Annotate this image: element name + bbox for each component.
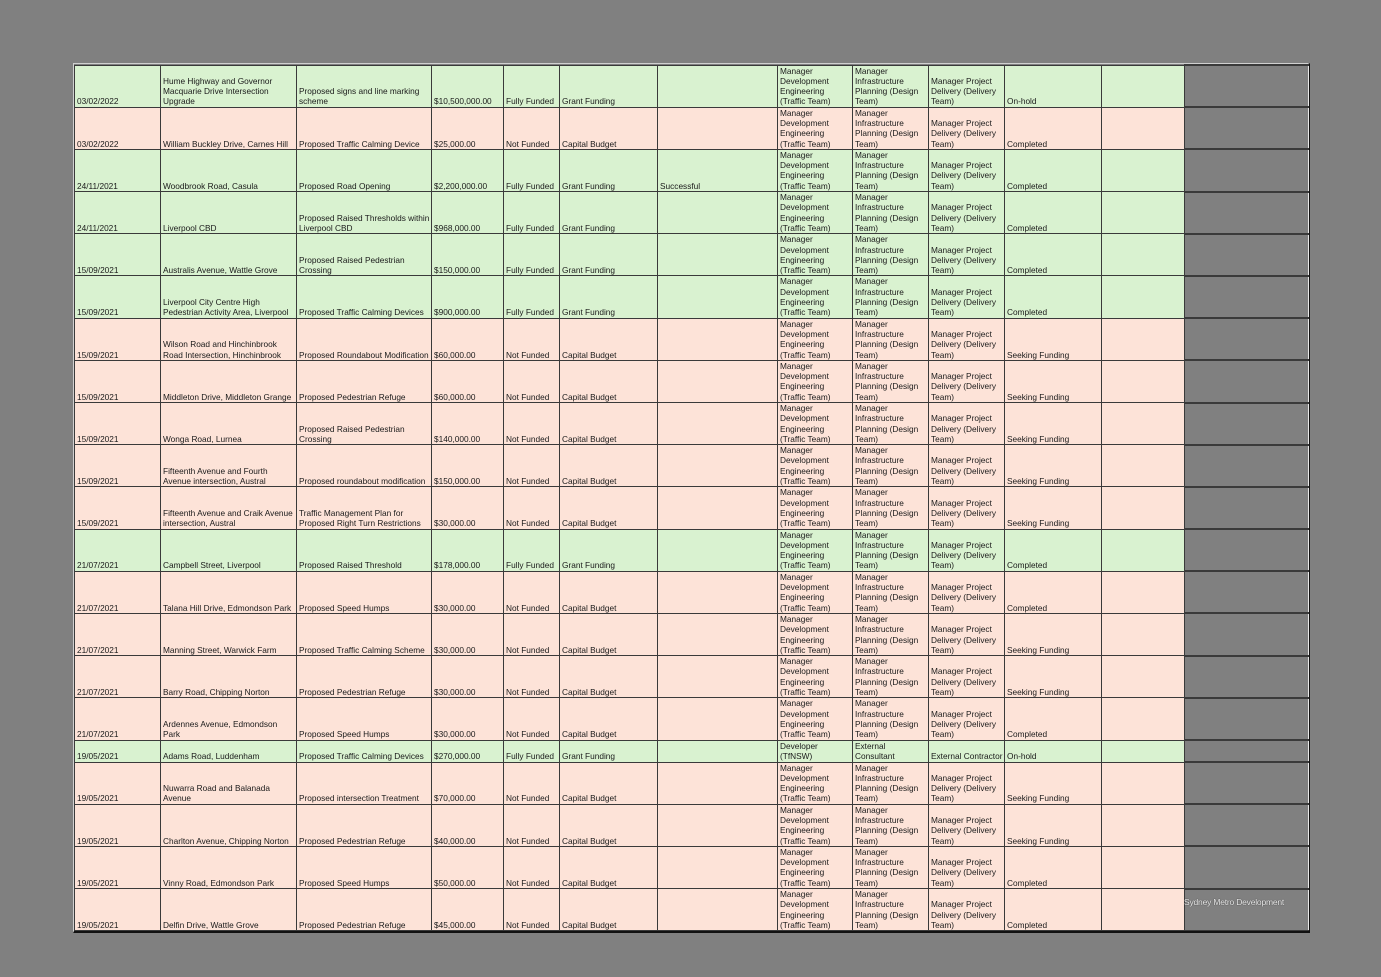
funding-source-cell[interactable]: Capital Budget: [560, 762, 658, 804]
funding-source-cell[interactable]: Grant Funding: [560, 192, 658, 234]
notes-cell[interactable]: [1102, 846, 1185, 888]
notes-cell[interactable]: [1102, 889, 1185, 931]
date-cell[interactable]: 15/09/2021: [75, 276, 161, 318]
table-row: [75, 613, 1309, 655]
assessment-cell[interactable]: Manager Development Engineering (Traffic Team): [778, 846, 853, 888]
table-row: [75, 403, 1309, 445]
delivery-cell[interactable]: Manager Project Delivery (Delivery Team): [929, 276, 1005, 318]
gray-blank-cell: [1185, 403, 1309, 445]
date-cell[interactable]: 15/09/2021: [75, 445, 161, 487]
delivery-cell[interactable]: Manager Project Delivery (Delivery Team): [929, 149, 1005, 191]
funding-status-cell[interactable]: Fully Funded: [504, 234, 560, 276]
assessment-cell[interactable]: Manager Development Engineering (Traffic Team): [778, 276, 853, 318]
proposal-cell[interactable]: Proposed intersection Treatment: [297, 762, 432, 804]
status-cell[interactable]: Seeking Funding: [1005, 762, 1102, 804]
table-row: [75, 65, 1309, 107]
grant-outcome-cell[interactable]: [658, 65, 778, 107]
gray-blank-cell: [1185, 889, 1309, 931]
design-cell[interactable]: Manager Infrastructure Planning (Design Team): [853, 846, 929, 888]
status-cell[interactable]: Completed: [1005, 107, 1102, 149]
date-cell[interactable]: 19/05/2021: [75, 846, 161, 888]
funding-status-cell[interactable]: Not Funded: [504, 318, 560, 360]
cost-cell[interactable]: $270,000.00: [432, 740, 504, 762]
notes-cell[interactable]: [1102, 318, 1185, 360]
funding-source-cell[interactable]: Capital Budget: [560, 318, 658, 360]
assessment-cell[interactable]: Manager Development Engineering (Traffic Team): [778, 192, 853, 234]
delivery-cell[interactable]: Manager Project Delivery (Delivery Team): [929, 318, 1005, 360]
proposal-cell[interactable]: Proposed Pedestrian Refuge: [297, 804, 432, 846]
notes-cell[interactable]: [1102, 234, 1185, 276]
proposal-cell[interactable]: Proposed Pedestrian Refuge: [297, 656, 432, 698]
design-cell[interactable]: Manager Infrastructure Planning (Design Team): [853, 698, 929, 740]
date-cell[interactable]: 03/02/2022: [75, 65, 161, 107]
funding-status-cell[interactable]: Fully Funded: [504, 276, 560, 318]
design-cell[interactable]: Manager Infrastructure Planning (Design Team): [853, 360, 929, 402]
design-cell[interactable]: Manager Infrastructure Planning (Design Team): [853, 656, 929, 698]
design-cell[interactable]: Manager Infrastructure Planning (Design Team): [853, 403, 929, 445]
notes-cell[interactable]: [1102, 804, 1185, 846]
delivery-cell[interactable]: Manager Project Delivery (Delivery Team): [929, 613, 1005, 655]
assessment-cell[interactable]: Manager Development Engineering (Traffic Team): [778, 149, 853, 191]
cost-cell[interactable]: $70,000.00: [432, 762, 504, 804]
gray-blank-cell: [1185, 698, 1309, 740]
grant-outcome-cell[interactable]: [658, 698, 778, 740]
delivery-cell[interactable]: Manager Project Delivery (Delivery Team): [929, 487, 1005, 529]
cost-cell[interactable]: $140,000.00: [432, 403, 504, 445]
delivery-cell[interactable]: Manager Project Delivery (Delivery Team): [929, 804, 1005, 846]
date-cell[interactable]: 15/09/2021: [75, 318, 161, 360]
funding-status-cell[interactable]: Not Funded: [504, 403, 560, 445]
location-cell[interactable]: Nuwarra Road and Balanada Avenue: [161, 762, 297, 804]
delivery-cell[interactable]: Manager Project Delivery (Delivery Team): [929, 656, 1005, 698]
assessment-cell[interactable]: Manager Development Engineering (Traffic Team): [778, 487, 853, 529]
funding-source-cell[interactable]: Grant Funding: [560, 234, 658, 276]
status-cell[interactable]: Seeking Funding: [1005, 318, 1102, 360]
gray-blank-cell: [1185, 360, 1309, 402]
notes-cell[interactable]: [1102, 192, 1185, 234]
table-row: [75, 318, 1309, 360]
notes-cell[interactable]: [1102, 529, 1185, 571]
funding-status-cell[interactable]: Not Funded: [504, 889, 560, 931]
funding-status-cell[interactable]: Not Funded: [504, 360, 560, 402]
notes-cell[interactable]: [1102, 403, 1185, 445]
design-cell[interactable]: Manager Infrastructure Planning (Design Team): [853, 149, 929, 191]
table-row: [75, 762, 1309, 804]
table-row: [75, 445, 1309, 487]
design-cell[interactable]: External Consultant: [853, 740, 929, 762]
date-cell[interactable]: 15/09/2021: [75, 234, 161, 276]
gray-blank-cell: [1185, 276, 1309, 318]
location-cell[interactable]: Wonga Road, Lurnea: [161, 403, 297, 445]
proposal-cell[interactable]: Proposed Traffic Calming Scheme: [297, 613, 432, 655]
cost-cell[interactable]: $10,500,000.00: [432, 65, 504, 107]
funding-source-cell[interactable]: Capital Budget: [560, 487, 658, 529]
cost-cell[interactable]: $178,000.00: [432, 529, 504, 571]
assessment-cell[interactable]: Manager Development Engineering (Traffic Team): [778, 403, 853, 445]
funding-source-cell[interactable]: Capital Budget: [560, 656, 658, 698]
delivery-cell[interactable]: Manager Project Delivery (Delivery Team): [929, 360, 1005, 402]
funding-source-cell[interactable]: Capital Budget: [560, 846, 658, 888]
funding-source-cell[interactable]: Capital Budget: [560, 107, 658, 149]
assessment-cell[interactable]: Manager Development Engineering (Traffic Team): [778, 889, 853, 931]
status-cell[interactable]: Completed: [1005, 149, 1102, 191]
location-cell[interactable]: Manning Street, Warwick Farm: [161, 613, 297, 655]
delivery-cell[interactable]: Manager Project Delivery (Delivery Team): [929, 445, 1005, 487]
notes-cell[interactable]: [1102, 656, 1185, 698]
notes-cell[interactable]: [1102, 107, 1185, 149]
gray-blank-cell: [1185, 445, 1309, 487]
notes-cell[interactable]: [1102, 698, 1185, 740]
cost-cell[interactable]: $150,000.00: [432, 234, 504, 276]
proposal-cell[interactable]: Proposed signs and line marking scheme: [297, 65, 432, 107]
date-cell[interactable]: 21/07/2021: [75, 571, 161, 613]
notes-cell[interactable]: [1102, 445, 1185, 487]
grant-outcome-cell[interactable]: [658, 192, 778, 234]
location-cell[interactable]: Barry Road, Chipping Norton: [161, 656, 297, 698]
date-cell[interactable]: 19/05/2021: [75, 804, 161, 846]
date-cell[interactable]: 03/02/2022: [75, 107, 161, 149]
grant-outcome-cell[interactable]: [658, 613, 778, 655]
grant-outcome-cell[interactable]: [658, 487, 778, 529]
grant-outcome-cell[interactable]: [658, 445, 778, 487]
delivery-cell[interactable]: Manager Project Delivery (Delivery Team): [929, 234, 1005, 276]
notes-cell[interactable]: [1102, 762, 1185, 804]
table-row: [75, 487, 1309, 529]
funding-source-cell[interactable]: Grant Funding: [560, 65, 658, 107]
status-cell[interactable]: Completed: [1005, 889, 1102, 931]
funding-status-cell[interactable]: Not Funded: [504, 698, 560, 740]
notes-cell[interactable]: [1102, 65, 1185, 107]
funding-status-cell[interactable]: Not Funded: [504, 846, 560, 888]
funding-source-cell[interactable]: Capital Budget: [560, 360, 658, 402]
delivery-cell[interactable]: Manager Project Delivery (Delivery Team): [929, 529, 1005, 571]
cost-cell[interactable]: $40,000.00: [432, 804, 504, 846]
grant-outcome-cell[interactable]: [658, 403, 778, 445]
proposal-cell[interactable]: Proposed Pedestrian Refuge: [297, 360, 432, 402]
status-cell[interactable]: Seeking Funding: [1005, 487, 1102, 529]
cost-cell[interactable]: $25,000.00: [432, 107, 504, 149]
location-cell[interactable]: Liverpool City Centre High Pedestrian Activity Area, Liverpool: [161, 276, 297, 318]
cost-cell[interactable]: $30,000.00: [432, 571, 504, 613]
notes-cell[interactable]: [1102, 360, 1185, 402]
funding-status-cell[interactable]: Fully Funded: [504, 149, 560, 191]
gray-blank-cell: [1185, 487, 1309, 529]
table-row: [75, 149, 1309, 191]
cost-cell[interactable]: $968,000.00: [432, 192, 504, 234]
assessment-cell[interactable]: Manager Development Engineering (Traffic Team): [778, 571, 853, 613]
funding-source-cell[interactable]: Capital Budget: [560, 804, 658, 846]
funding-source-cell[interactable]: Capital Budget: [560, 571, 658, 613]
design-cell[interactable]: Manager Infrastructure Planning (Design Team): [853, 571, 929, 613]
delivery-cell[interactable]: Manager Project Delivery (Delivery Team): [929, 846, 1005, 888]
design-cell[interactable]: Manager Infrastructure Planning (Design Team): [853, 445, 929, 487]
gray-blank-cell: [1185, 613, 1309, 655]
funding-status-cell[interactable]: Not Funded: [504, 107, 560, 149]
location-cell[interactable]: Fifteenth Avenue and Fourth Avenue intersection, Austral: [161, 445, 297, 487]
gray-blank-cell: [1185, 65, 1309, 107]
grant-outcome-cell[interactable]: [658, 571, 778, 613]
design-cell[interactable]: Manager Infrastructure Planning (Design Team): [853, 234, 929, 276]
assessment-cell[interactable]: Manager Development Engineering (Traffic Team): [778, 762, 853, 804]
assessment-cell[interactable]: Manager Development Engineering (Traffic Team): [778, 65, 853, 107]
funding-status-cell[interactable]: Not Funded: [504, 762, 560, 804]
location-cell[interactable]: Delfin Drive, Wattle Grove: [161, 889, 297, 931]
funding-status-cell[interactable]: Fully Funded: [504, 529, 560, 571]
gray-blank-cell: [1185, 656, 1309, 698]
table-row: [75, 276, 1309, 318]
grant-outcome-cell[interactable]: [658, 889, 778, 931]
status-cell[interactable]: Seeking Funding: [1005, 656, 1102, 698]
location-cell[interactable]: William Buckley Drive, Carnes Hill: [161, 107, 297, 149]
date-cell[interactable]: 15/09/2021: [75, 360, 161, 402]
grant-outcome-cell[interactable]: [658, 656, 778, 698]
cost-cell[interactable]: $60,000.00: [432, 360, 504, 402]
funding-status-cell[interactable]: Not Funded: [504, 613, 560, 655]
funding-status-cell[interactable]: Fully Funded: [504, 192, 560, 234]
gray-blank-cell: [1185, 234, 1309, 276]
grant-outcome-cell[interactable]: [658, 846, 778, 888]
funding-source-cell[interactable]: Capital Budget: [560, 698, 658, 740]
gray-blank-cell: [1185, 318, 1309, 360]
cost-cell[interactable]: $60,000.00: [432, 318, 504, 360]
table-row: [75, 529, 1309, 571]
table-row: [75, 656, 1309, 698]
delivery-cell[interactable]: Manager Project Delivery (Delivery Team): [929, 107, 1005, 149]
table-row: [75, 234, 1309, 276]
location-cell[interactable]: Ardennes Avenue, Edmondson Park: [161, 698, 297, 740]
cost-cell[interactable]: $30,000.00: [432, 487, 504, 529]
table-row: [75, 107, 1309, 149]
assessment-cell[interactable]: Manager Development Engineering (Traffic Team): [778, 804, 853, 846]
location-cell[interactable]: Liverpool CBD: [161, 192, 297, 234]
date-cell[interactable]: 24/11/2021: [75, 149, 161, 191]
date-cell[interactable]: 21/07/2021: [75, 613, 161, 655]
assessment-cell[interactable]: Manager Development Engineering (Traffic Team): [778, 656, 853, 698]
grant-outcome-cell[interactable]: [658, 762, 778, 804]
assessment-cell[interactable]: Manager Development Engineering (Traffic Team): [778, 445, 853, 487]
notes-cell[interactable]: [1102, 276, 1185, 318]
status-cell[interactable]: Completed: [1005, 234, 1102, 276]
cost-cell[interactable]: $900,000.00: [432, 276, 504, 318]
funding-status-cell[interactable]: Fully Funded: [504, 740, 560, 762]
proposal-cell[interactable]: Traffic Management Plan for Proposed Right Turn Restrictions: [297, 487, 432, 529]
proposal-cell[interactable]: Proposed Raised Thresholds within Liverpool CBD: [297, 192, 432, 234]
delivery-cell[interactable]: Manager Project Delivery (Delivery Team): [929, 403, 1005, 445]
gray-blank-cell: [1185, 149, 1309, 191]
funding-source-cell[interactable]: Grant Funding: [560, 740, 658, 762]
status-cell[interactable]: On-hold: [1005, 65, 1102, 107]
date-cell[interactable]: 21/07/2021: [75, 529, 161, 571]
delivery-cell[interactable]: Manager Project Delivery (Delivery Team): [929, 889, 1005, 931]
proposal-cell[interactable]: Proposed Traffic Calming Devices: [297, 740, 432, 762]
location-cell[interactable]: Campbell Street, Liverpool: [161, 529, 297, 571]
projects-table: [74, 64, 1309, 931]
proposal-cell[interactable]: Proposed Speed Humps: [297, 571, 432, 613]
proposal-cell[interactable]: Proposed Roundabout Modification: [297, 318, 432, 360]
assessment-cell[interactable]: Manager Development Engineering (Traffic Team): [778, 698, 853, 740]
status-cell[interactable]: Seeking Funding: [1005, 403, 1102, 445]
location-cell[interactable]: Talana Hill Drive, Edmondson Park: [161, 571, 297, 613]
funding-source-cell[interactable]: Capital Budget: [560, 445, 658, 487]
location-cell[interactable]: Fifteenth Avenue and Craik Avenue intersection, Austral: [161, 487, 297, 529]
cost-cell[interactable]: $2,200,000.00: [432, 149, 504, 191]
notes-cell[interactable]: [1102, 487, 1185, 529]
date-cell[interactable]: 19/05/2021: [75, 740, 161, 762]
cost-cell[interactable]: $50,000.00: [432, 846, 504, 888]
funding-source-cell[interactable]: Grant Funding: [560, 529, 658, 571]
delivery-cell[interactable]: Manager Project Delivery (Delivery Team): [929, 762, 1005, 804]
date-cell[interactable]: 19/05/2021: [75, 889, 161, 931]
assessment-cell[interactable]: Manager Development Engineering (Traffic Team): [778, 234, 853, 276]
table-row: [75, 740, 1309, 762]
funding-status-cell[interactable]: Not Funded: [504, 804, 560, 846]
date-cell[interactable]: 15/09/2021: [75, 403, 161, 445]
design-cell[interactable]: Manager Infrastructure Planning (Design Team): [853, 762, 929, 804]
table-row: [75, 889, 1309, 931]
table-row: [75, 571, 1309, 613]
gray-blank-cell: [1185, 804, 1309, 846]
funding-source-cell[interactable]: Capital Budget: [560, 403, 658, 445]
gray-blank-cell: [1185, 740, 1309, 762]
date-cell[interactable]: 19/05/2021: [75, 762, 161, 804]
location-cell[interactable]: Wilson Road and Hinchinbrook Road Intersection, Hinchinbrook: [161, 318, 297, 360]
design-cell[interactable]: Manager Infrastructure Planning (Design Team): [853, 889, 929, 931]
status-cell[interactable]: Completed: [1005, 846, 1102, 888]
table-row: [75, 698, 1309, 740]
proposal-cell[interactable]: Proposed Traffic Calming Device: [297, 107, 432, 149]
funding-status-cell[interactable]: Not Funded: [504, 445, 560, 487]
notes-cell[interactable]: [1102, 571, 1185, 613]
location-cell[interactable]: Woodbrook Road, Casula: [161, 149, 297, 191]
gray-blank-cell: [1185, 107, 1309, 149]
status-cell[interactable]: Completed: [1005, 192, 1102, 234]
gray-blank-cell: [1185, 192, 1309, 234]
funding-status-cell[interactable]: Not Funded: [504, 487, 560, 529]
location-cell[interactable]: Vinny Road, Edmondson Park: [161, 846, 297, 888]
grant-outcome-cell[interactable]: [658, 107, 778, 149]
status-cell[interactable]: Completed: [1005, 571, 1102, 613]
cost-cell[interactable]: $150,000.00: [432, 445, 504, 487]
table-row: [75, 804, 1309, 846]
cost-cell[interactable]: $30,000.00: [432, 698, 504, 740]
delivery-cell[interactable]: Manager Project Delivery (Delivery Team): [929, 192, 1005, 234]
notes-cell[interactable]: [1102, 149, 1185, 191]
design-cell[interactable]: Manager Infrastructure Planning (Design Team): [853, 65, 929, 107]
gray-blank-cell: [1185, 846, 1309, 888]
location-cell[interactable]: Charlton Avenue, Chipping Norton: [161, 804, 297, 846]
assessment-cell[interactable]: Manager Development Engineering (Traffic Team): [778, 318, 853, 360]
cost-cell[interactable]: $30,000.00: [432, 656, 504, 698]
status-cell[interactable]: Seeking Funding: [1005, 360, 1102, 402]
date-cell[interactable]: 21/07/2021: [75, 656, 161, 698]
status-cell[interactable]: Completed: [1005, 276, 1102, 318]
status-cell[interactable]: Completed: [1005, 529, 1102, 571]
notes-cell[interactable]: [1102, 613, 1185, 655]
proposal-cell[interactable]: Proposed Road Opening: [297, 149, 432, 191]
status-cell[interactable]: Seeking Funding: [1005, 613, 1102, 655]
delivery-cell[interactable]: Manager Project Delivery (Delivery Team): [929, 571, 1005, 613]
design-cell[interactable]: Manager Infrastructure Planning (Design Team): [853, 613, 929, 655]
assessment-cell[interactable]: Manager Development Engineering (Traffic Team): [778, 613, 853, 655]
status-cell[interactable]: Seeking Funding: [1005, 804, 1102, 846]
design-cell[interactable]: Manager Infrastructure Planning (Design Team): [853, 529, 929, 571]
notes-cell[interactable]: [1102, 740, 1185, 762]
date-cell[interactable]: 21/07/2021: [75, 698, 161, 740]
assessment-cell[interactable]: Manager Development Engineering (Traffic Team): [778, 107, 853, 149]
location-cell[interactable]: Australis Avenue, Wattle Grove: [161, 234, 297, 276]
footer-label: Sydney Metro Development: [1184, 897, 1285, 907]
status-cell[interactable]: Seeking Funding: [1005, 445, 1102, 487]
table-row: [75, 846, 1309, 888]
date-cell[interactable]: 24/11/2021: [75, 192, 161, 234]
grant-outcome-cell[interactable]: [658, 804, 778, 846]
date-cell[interactable]: 15/09/2021: [75, 487, 161, 529]
design-cell[interactable]: Manager Infrastructure Planning (Design Team): [853, 107, 929, 149]
assessment-cell[interactable]: Manager Development Engineering (Traffic Team): [778, 529, 853, 571]
gray-blank-cell: [1185, 529, 1309, 571]
grant-outcome-cell[interactable]: [658, 529, 778, 571]
table-row: [75, 360, 1309, 402]
design-cell[interactable]: Manager Infrastructure Planning (Design Team): [853, 276, 929, 318]
status-cell[interactable]: Completed: [1005, 698, 1102, 740]
proposal-cell[interactable]: Proposed Raised Pedestrian Crossing: [297, 403, 432, 445]
design-cell[interactable]: Manager Infrastructure Planning (Design Team): [853, 192, 929, 234]
grant-outcome-cell[interactable]: [658, 276, 778, 318]
proposal-cell[interactable]: Proposed Traffic Calming Devices: [297, 276, 432, 318]
proposal-cell[interactable]: Proposed Raised Pedestrian Crossing: [297, 234, 432, 276]
design-cell[interactable]: Manager Infrastructure Planning (Design Team): [853, 318, 929, 360]
proposal-cell[interactable]: Proposed Speed Humps: [297, 698, 432, 740]
location-cell[interactable]: Middleton Drive, Middleton Grange: [161, 360, 297, 402]
grant-outcome-cell[interactable]: [658, 318, 778, 360]
location-cell[interactable]: Hume Highway and Governor Macquarie Drive Intersection Upgrade: [161, 65, 297, 107]
funding-source-cell[interactable]: Capital Budget: [560, 613, 658, 655]
location-cell[interactable]: Adams Road, Luddenham: [161, 740, 297, 762]
funding-source-cell[interactable]: Grant Funding: [560, 276, 658, 318]
funding-status-cell[interactable]: Not Funded: [504, 571, 560, 613]
design-cell[interactable]: Manager Infrastructure Planning (Design Team): [853, 804, 929, 846]
proposal-cell[interactable]: Proposed Speed Humps: [297, 846, 432, 888]
design-cell[interactable]: Manager Infrastructure Planning (Design Team): [853, 487, 929, 529]
delivery-cell[interactable]: Manager Project Delivery (Delivery Team): [929, 65, 1005, 107]
status-cell[interactable]: On-hold: [1005, 740, 1102, 762]
funding-source-cell[interactable]: Grant Funding: [560, 149, 658, 191]
proposal-cell[interactable]: Proposed roundabout modification: [297, 445, 432, 487]
cost-cell[interactable]: $45,000.00: [432, 889, 504, 931]
funding-status-cell[interactable]: Not Funded: [504, 656, 560, 698]
gray-blank-cell: [1185, 571, 1309, 613]
spreadsheet-page: [73, 63, 1310, 933]
assessment-cell[interactable]: Developer (TfNSW): [778, 740, 853, 762]
delivery-cell[interactable]: External Contractor: [929, 740, 1005, 762]
cost-cell[interactable]: $30,000.00: [432, 613, 504, 655]
proposal-cell[interactable]: Proposed Pedestrian Refuge: [297, 889, 432, 931]
funding-status-cell[interactable]: Fully Funded: [504, 65, 560, 107]
delivery-cell[interactable]: Manager Project Delivery (Delivery Team): [929, 698, 1005, 740]
grant-outcome-cell[interactable]: [658, 234, 778, 276]
proposal-cell[interactable]: Proposed Raised Threshold: [297, 529, 432, 571]
table-row: [75, 192, 1309, 234]
assessment-cell[interactable]: Manager Development Engineering (Traffic Team): [778, 360, 853, 402]
grant-outcome-cell[interactable]: Successful: [658, 149, 778, 191]
gray-blank-cell: [1185, 762, 1309, 804]
grant-outcome-cell[interactable]: [658, 360, 778, 402]
funding-source-cell[interactable]: Capital Budget: [560, 889, 658, 931]
grant-outcome-cell[interactable]: [658, 740, 778, 762]
